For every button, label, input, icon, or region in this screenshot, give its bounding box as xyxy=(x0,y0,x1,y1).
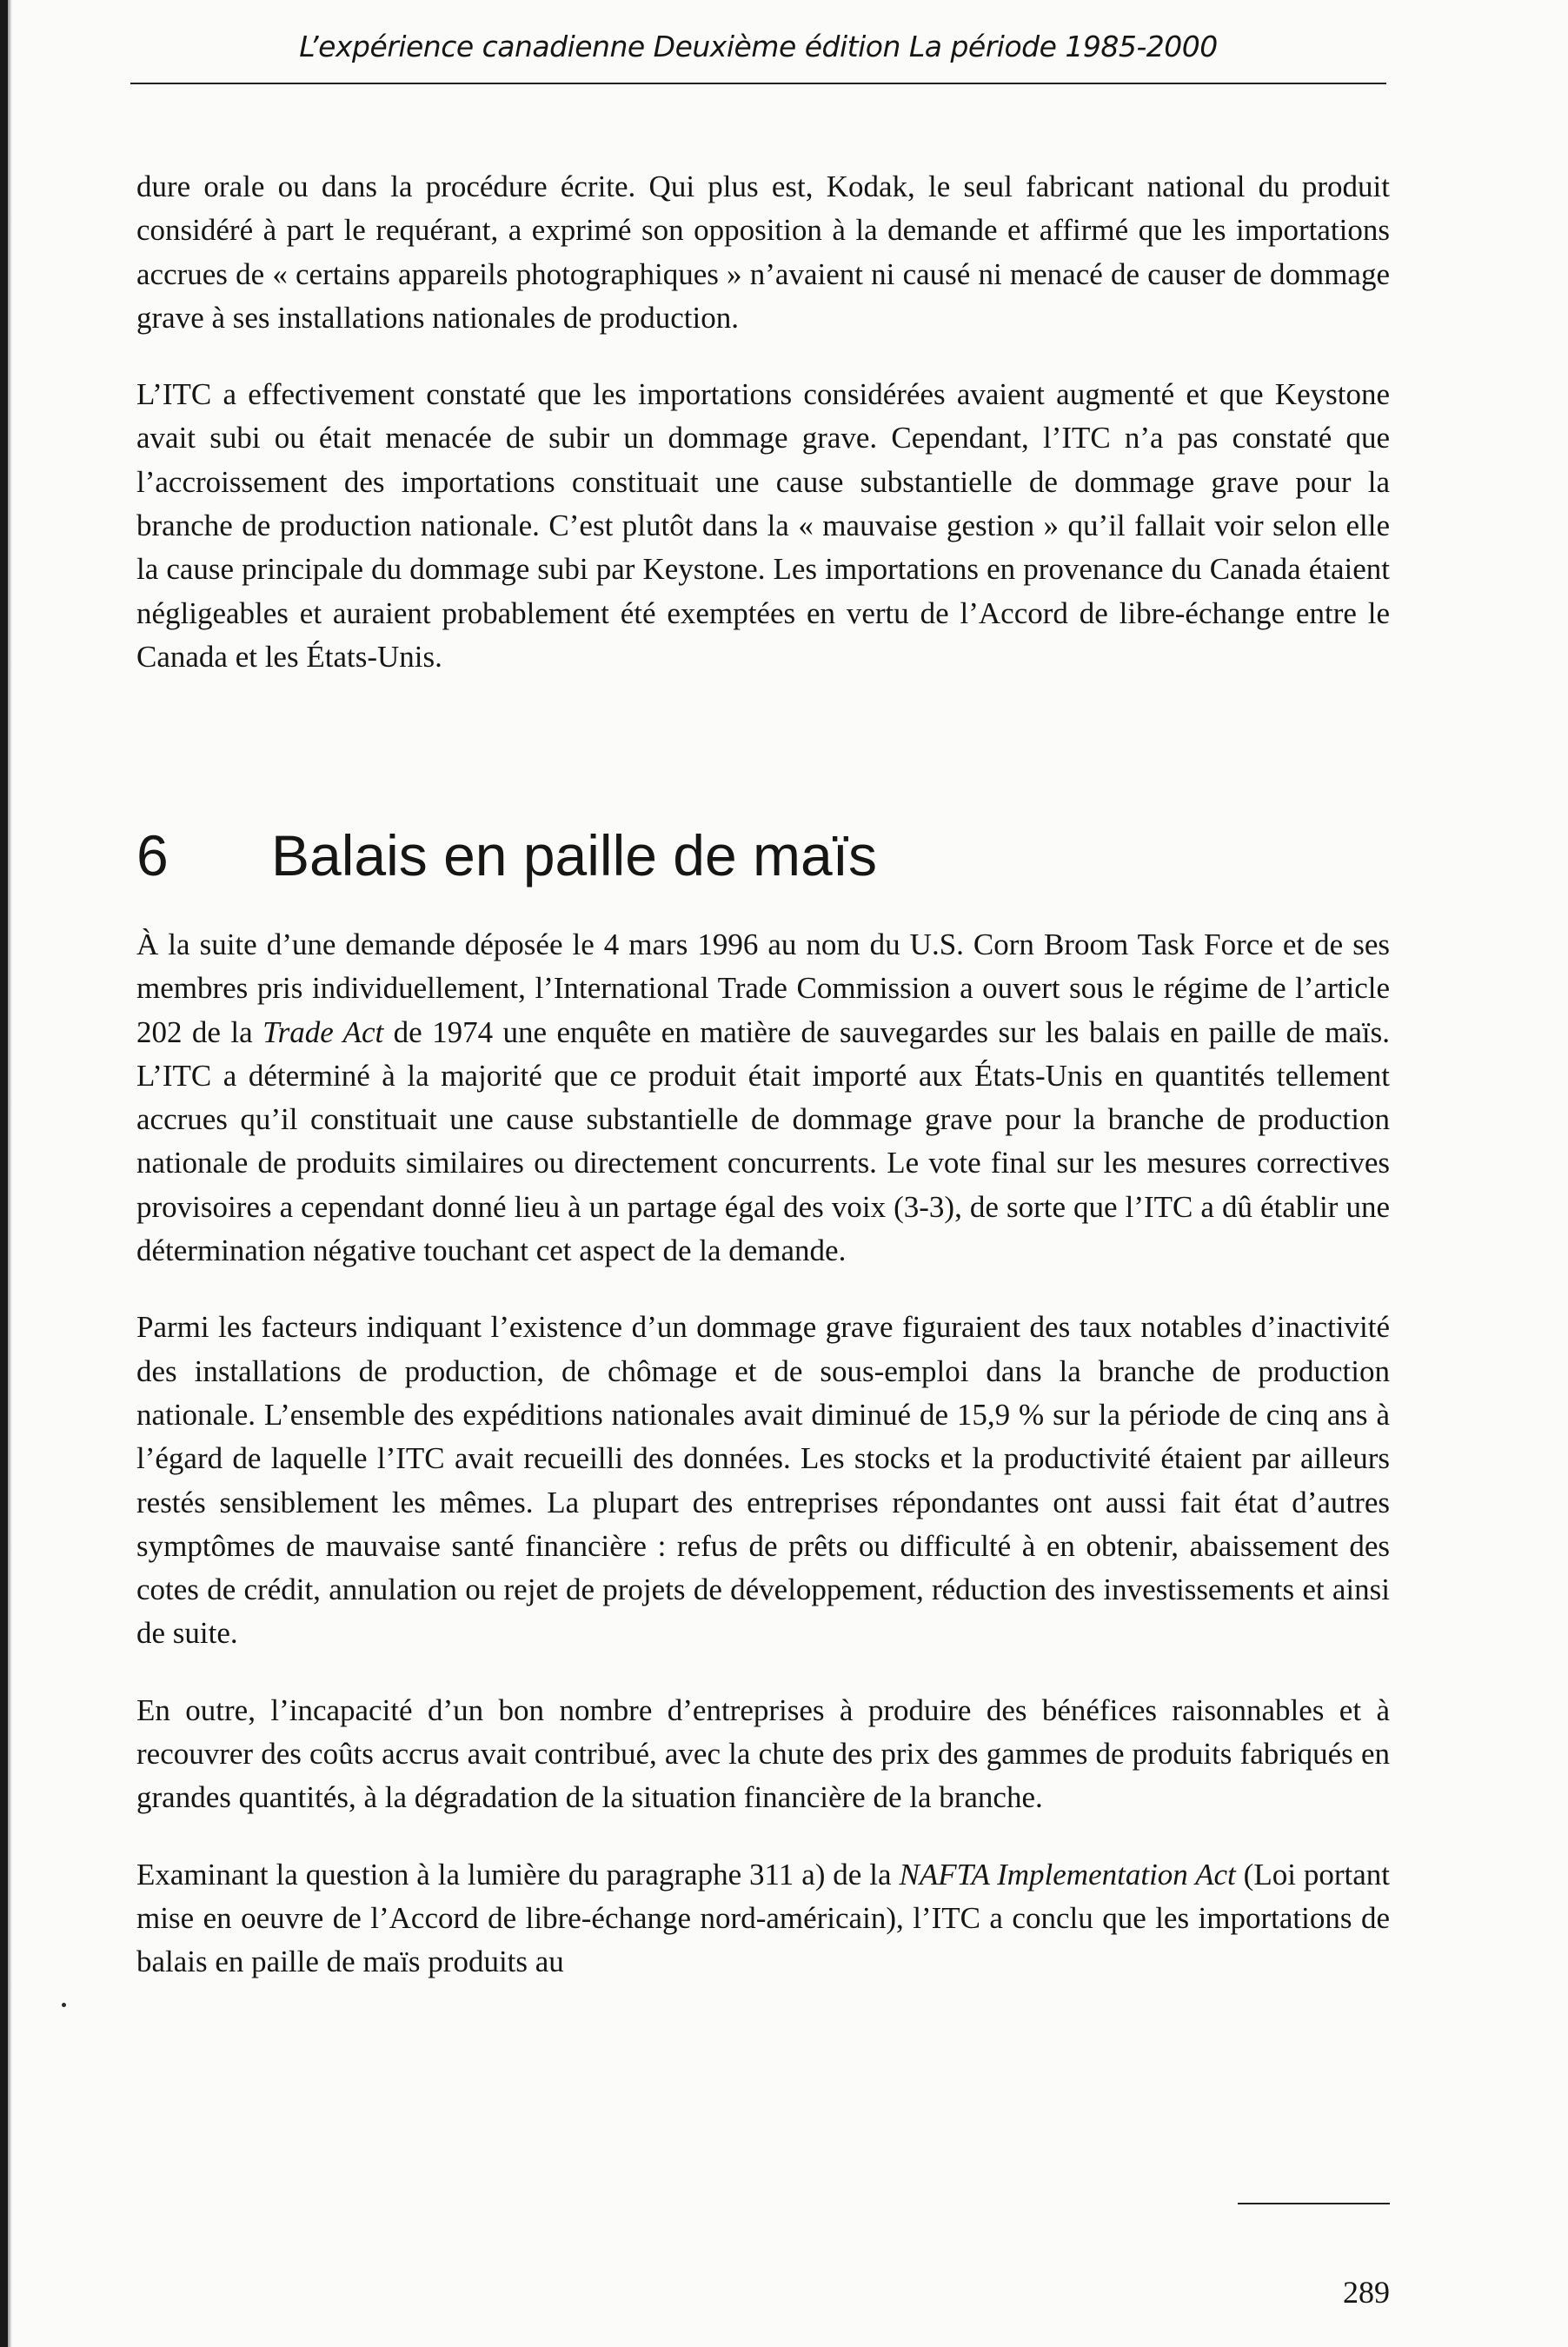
footer-rule xyxy=(1238,2203,1390,2204)
paragraph-text: En outre, l’incapacité d’un bon nombre d’entreprises à produire des bénéfices raisonnables et à recouvrer des coûts accrus avait contribué, avec la chute des prix des gammes de produits fabriqués en grandes quantités, à la dégradation de la situation financière de la branche. xyxy=(136,1692,1390,1815)
page-binding-shadow xyxy=(8,0,12,2347)
page-number: 289 xyxy=(1343,2275,1390,2310)
paragraph: L’ITC a effectivement constaté que les importations considérées avaient augmenté et que Keystone avait subi ou était menacée de subir un dommage grave. Cependant, l’ITC n’a pas constaté que l’accroissement des importations constituait une cause substantielle de dommage grave pour la branche de production nationale. C’est plutôt dans la « mauvaise gestion » qu’il fallait voir selon elle la cause principale du dommage subi par Keystone. Les importations en provenance du Canada étaient négligeables et auraient probablement été exemptées en vertu de l’Accord de libre-échange entre le Canada et les États-Unis. xyxy=(136,377,1390,674)
scan-speck xyxy=(62,2003,66,2007)
paragraph xyxy=(136,1306,1390,1655)
paragraph xyxy=(136,1853,1390,1985)
paragraph-text: Parmi les facteurs indiquant l’existence d’un dommage grave figuraient des taux notables d’inactivité des installations de production, de chômage et de sous-emploi dans la branche de production nationale. L’ensemble des expéditions nationales avait diminué de 15,9 % sur la période de cinq ans à l’égard de laquelle l’ITC avait recueilli des données. Les stocks et la productivité étaient par ailleurs restés sensiblement les mêmes. La plupart des entreprises répondantes ont aussi fait état d’autres symptômes de mauvaise santé financière : refus de prêts ou difficulté à en obtenir, abaissement des cotes de crédit, annulation ou rejet de projets de développement, réduction des investissements et ainsi de suite. xyxy=(136,1310,1390,1651)
paragraph-text: Examinant la question à la lumière du paragraphe 311 a) de la xyxy=(136,1857,900,1892)
section-heading xyxy=(136,821,1390,890)
continuation-text xyxy=(136,165,1390,679)
paragraph-text: de 1974 une enquête en matière de sauvegardes sur les balais en paille de maïs. L’ITC a déterminé à la majorité que ce produit était importé aux États-Unis en quantités tellement accrues qu’il constituait une cause substantielle de dommage grave pour la branche de production nationale de produits similaires ou directement concurrents. Le vote final sur les mesures correctives provisoires a cependant donné lieu à un partage égal des voix (3-3), de sorte que l’ITC a dû établir une détermination négative touchant cet aspect de la demande. xyxy=(136,1014,1390,1268)
running-header: L’expérience canadienne Deuxième édition La période 1985-2000 xyxy=(299,30,1218,63)
paragraph xyxy=(136,923,1390,1273)
header-rule xyxy=(130,83,1386,84)
act-title: NAFTA Implementation Act xyxy=(899,1857,1236,1892)
paragraph xyxy=(136,1689,1390,1820)
section-number: 6 xyxy=(136,823,169,888)
page-binding-edge xyxy=(0,0,8,2347)
paragraph-text: À la suite d’une demande déposée le 4 mars 1996 au nom du U.S. Corn Broom Task Force et de ses membres pris individuellement, l’International Trade Commission a ouvert sous le régime de l’article 202 de la xyxy=(136,927,1390,1049)
section-title: Balais en paille de maïs xyxy=(271,823,878,888)
act-title: Trade Act xyxy=(262,1014,384,1049)
paragraph-text: (Loi portant mise en oeuvre de l’Accord de libre-échange nord-américain), l’ITC a conclu que les importations de balais en paille de maïs produits au xyxy=(136,1857,1390,1979)
paragraph: dure orale ou dans la procédure écrite. Qui plus est, Kodak, le seul fabricant national du produit considéré à part le requérant, a exprimé son opposition à la demande et affirmé que les importations accrues de « certains appareils photographiques » n’avaient ni causé ni menacé de causer de dommage grave à ses installations nationales de production. xyxy=(136,170,1390,335)
section-body xyxy=(136,923,1390,1985)
